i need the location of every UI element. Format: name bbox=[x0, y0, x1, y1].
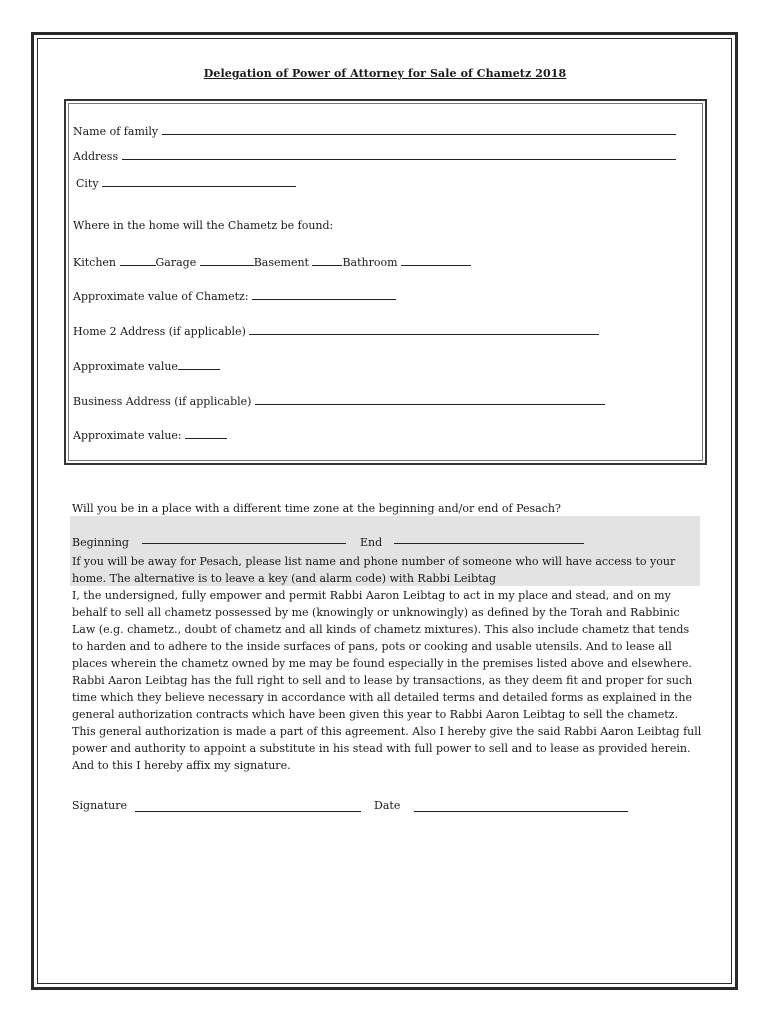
authorization-line: to harden and to adhere to the inside surfaces of pans, pots or cooking and usable utensils. And to lease all bbox=[72, 640, 672, 653]
home2-row bbox=[73, 324, 599, 339]
approx-value-label: Approximate value of Chametz: bbox=[73, 290, 249, 303]
approx-value3-row bbox=[73, 428, 227, 443]
authorization-line: Law (e.g. chametz., doubt of chametz and all kinds of chametz mixtures). This also include chametz that tends bbox=[72, 623, 690, 636]
document-title: Delegation of Power of Attorney for Sale of Chametz 2018 bbox=[203, 67, 567, 80]
approx-value-row bbox=[73, 289, 396, 304]
where-question: Where in the home will the Chametz be found: bbox=[73, 219, 334, 232]
authorization-line: power and authority to appoint a substitute in his stead with full power to sell and to lease as provided herein. bbox=[72, 742, 691, 755]
bathroom-label: Bathroom bbox=[342, 256, 398, 269]
address-row bbox=[73, 149, 676, 164]
authorization-line: Rabbi Aaron Leibtag has the full right to sell and to lease by transactions, as they deem fit and proper for such bbox=[72, 674, 693, 687]
basement-field[interactable] bbox=[312, 255, 342, 266]
business-field[interactable] bbox=[255, 394, 605, 405]
authorization-line: This general authorization is made a part of this agreement. Also I hereby give the said Rabbi Aaron Leibtag full bbox=[72, 725, 702, 738]
family-name-field[interactable] bbox=[162, 124, 676, 135]
authorization-line: And to this I hereby affix my signature. bbox=[72, 759, 291, 772]
location-row bbox=[73, 255, 471, 270]
family-name-row bbox=[73, 124, 676, 139]
away-paragraph bbox=[72, 553, 702, 587]
beginning-end-row bbox=[72, 536, 584, 550]
bathroom-field[interactable] bbox=[401, 255, 471, 266]
approx-value-field[interactable] bbox=[252, 289, 396, 300]
kitchen-field[interactable] bbox=[120, 255, 156, 266]
kitchen-label: Kitchen bbox=[73, 256, 116, 269]
beginning-label: Beginning bbox=[72, 536, 129, 549]
signature-field[interactable] bbox=[135, 811, 361, 812]
basement-label: Basement bbox=[253, 256, 309, 269]
city-field[interactable] bbox=[102, 176, 296, 187]
signature-label: Signature bbox=[72, 799, 128, 812]
authorization-line: places wherein the chametz owned by me may be found especially in the premises listed above and elsewhere. bbox=[72, 657, 692, 670]
away-line: If you will be away for Pesach, please list name and phone number of someone who will have access to your bbox=[72, 555, 676, 568]
authorization-line: time which they believe necessary in accordance with all detailed terms and detailed forms as explained in the bbox=[72, 691, 692, 704]
garage-field[interactable] bbox=[200, 255, 254, 266]
approx-value2-row bbox=[73, 359, 220, 374]
business-label: Business Address (if applicable) bbox=[73, 395, 252, 408]
authorization-line: general authorization contracts which have been given this year to Rabbi Aaron Leibtag to sell the chametz. bbox=[72, 708, 678, 721]
city-label: City bbox=[76, 177, 99, 190]
approx-value3-label: Approximate value: bbox=[73, 429, 182, 442]
away-line: home. The alternative is to leave a key (and alarm code) with Rabbi Leibtag bbox=[72, 572, 497, 585]
city-row bbox=[76, 176, 296, 191]
beginning-field[interactable] bbox=[142, 543, 346, 544]
date-field[interactable] bbox=[414, 811, 628, 812]
timezone-question: Will you be in a place with a different time zone at the beginning and/or end of Pesach? bbox=[72, 502, 561, 515]
approx-value2-field[interactable] bbox=[178, 359, 220, 370]
date-label: Date bbox=[374, 799, 401, 812]
home2-label: Home 2 Address (if applicable) bbox=[73, 325, 246, 338]
end-label: End bbox=[359, 536, 383, 549]
family-name-label: Name of family bbox=[73, 125, 159, 138]
approx-value3-field[interactable] bbox=[185, 428, 227, 439]
business-row bbox=[73, 394, 605, 409]
address-label: Address bbox=[73, 150, 119, 163]
garage-label: Garage bbox=[155, 256, 197, 269]
approx-value2-label: Approximate value bbox=[73, 360, 178, 373]
authorization-line: behalf to sell all chametz possessed by me (knowingly or unknowingly) as defined by the Torah and Rabbinic bbox=[72, 606, 680, 619]
authorization-paragraph bbox=[72, 587, 702, 774]
signature-row bbox=[72, 799, 628, 813]
address-field[interactable] bbox=[122, 149, 676, 160]
end-field[interactable] bbox=[394, 543, 584, 544]
home2-field[interactable] bbox=[249, 324, 599, 335]
authorization-line: I, the undersigned, fully empower and permit Rabbi Aaron Leibtag to act in my place and stead, and on my bbox=[72, 589, 671, 602]
